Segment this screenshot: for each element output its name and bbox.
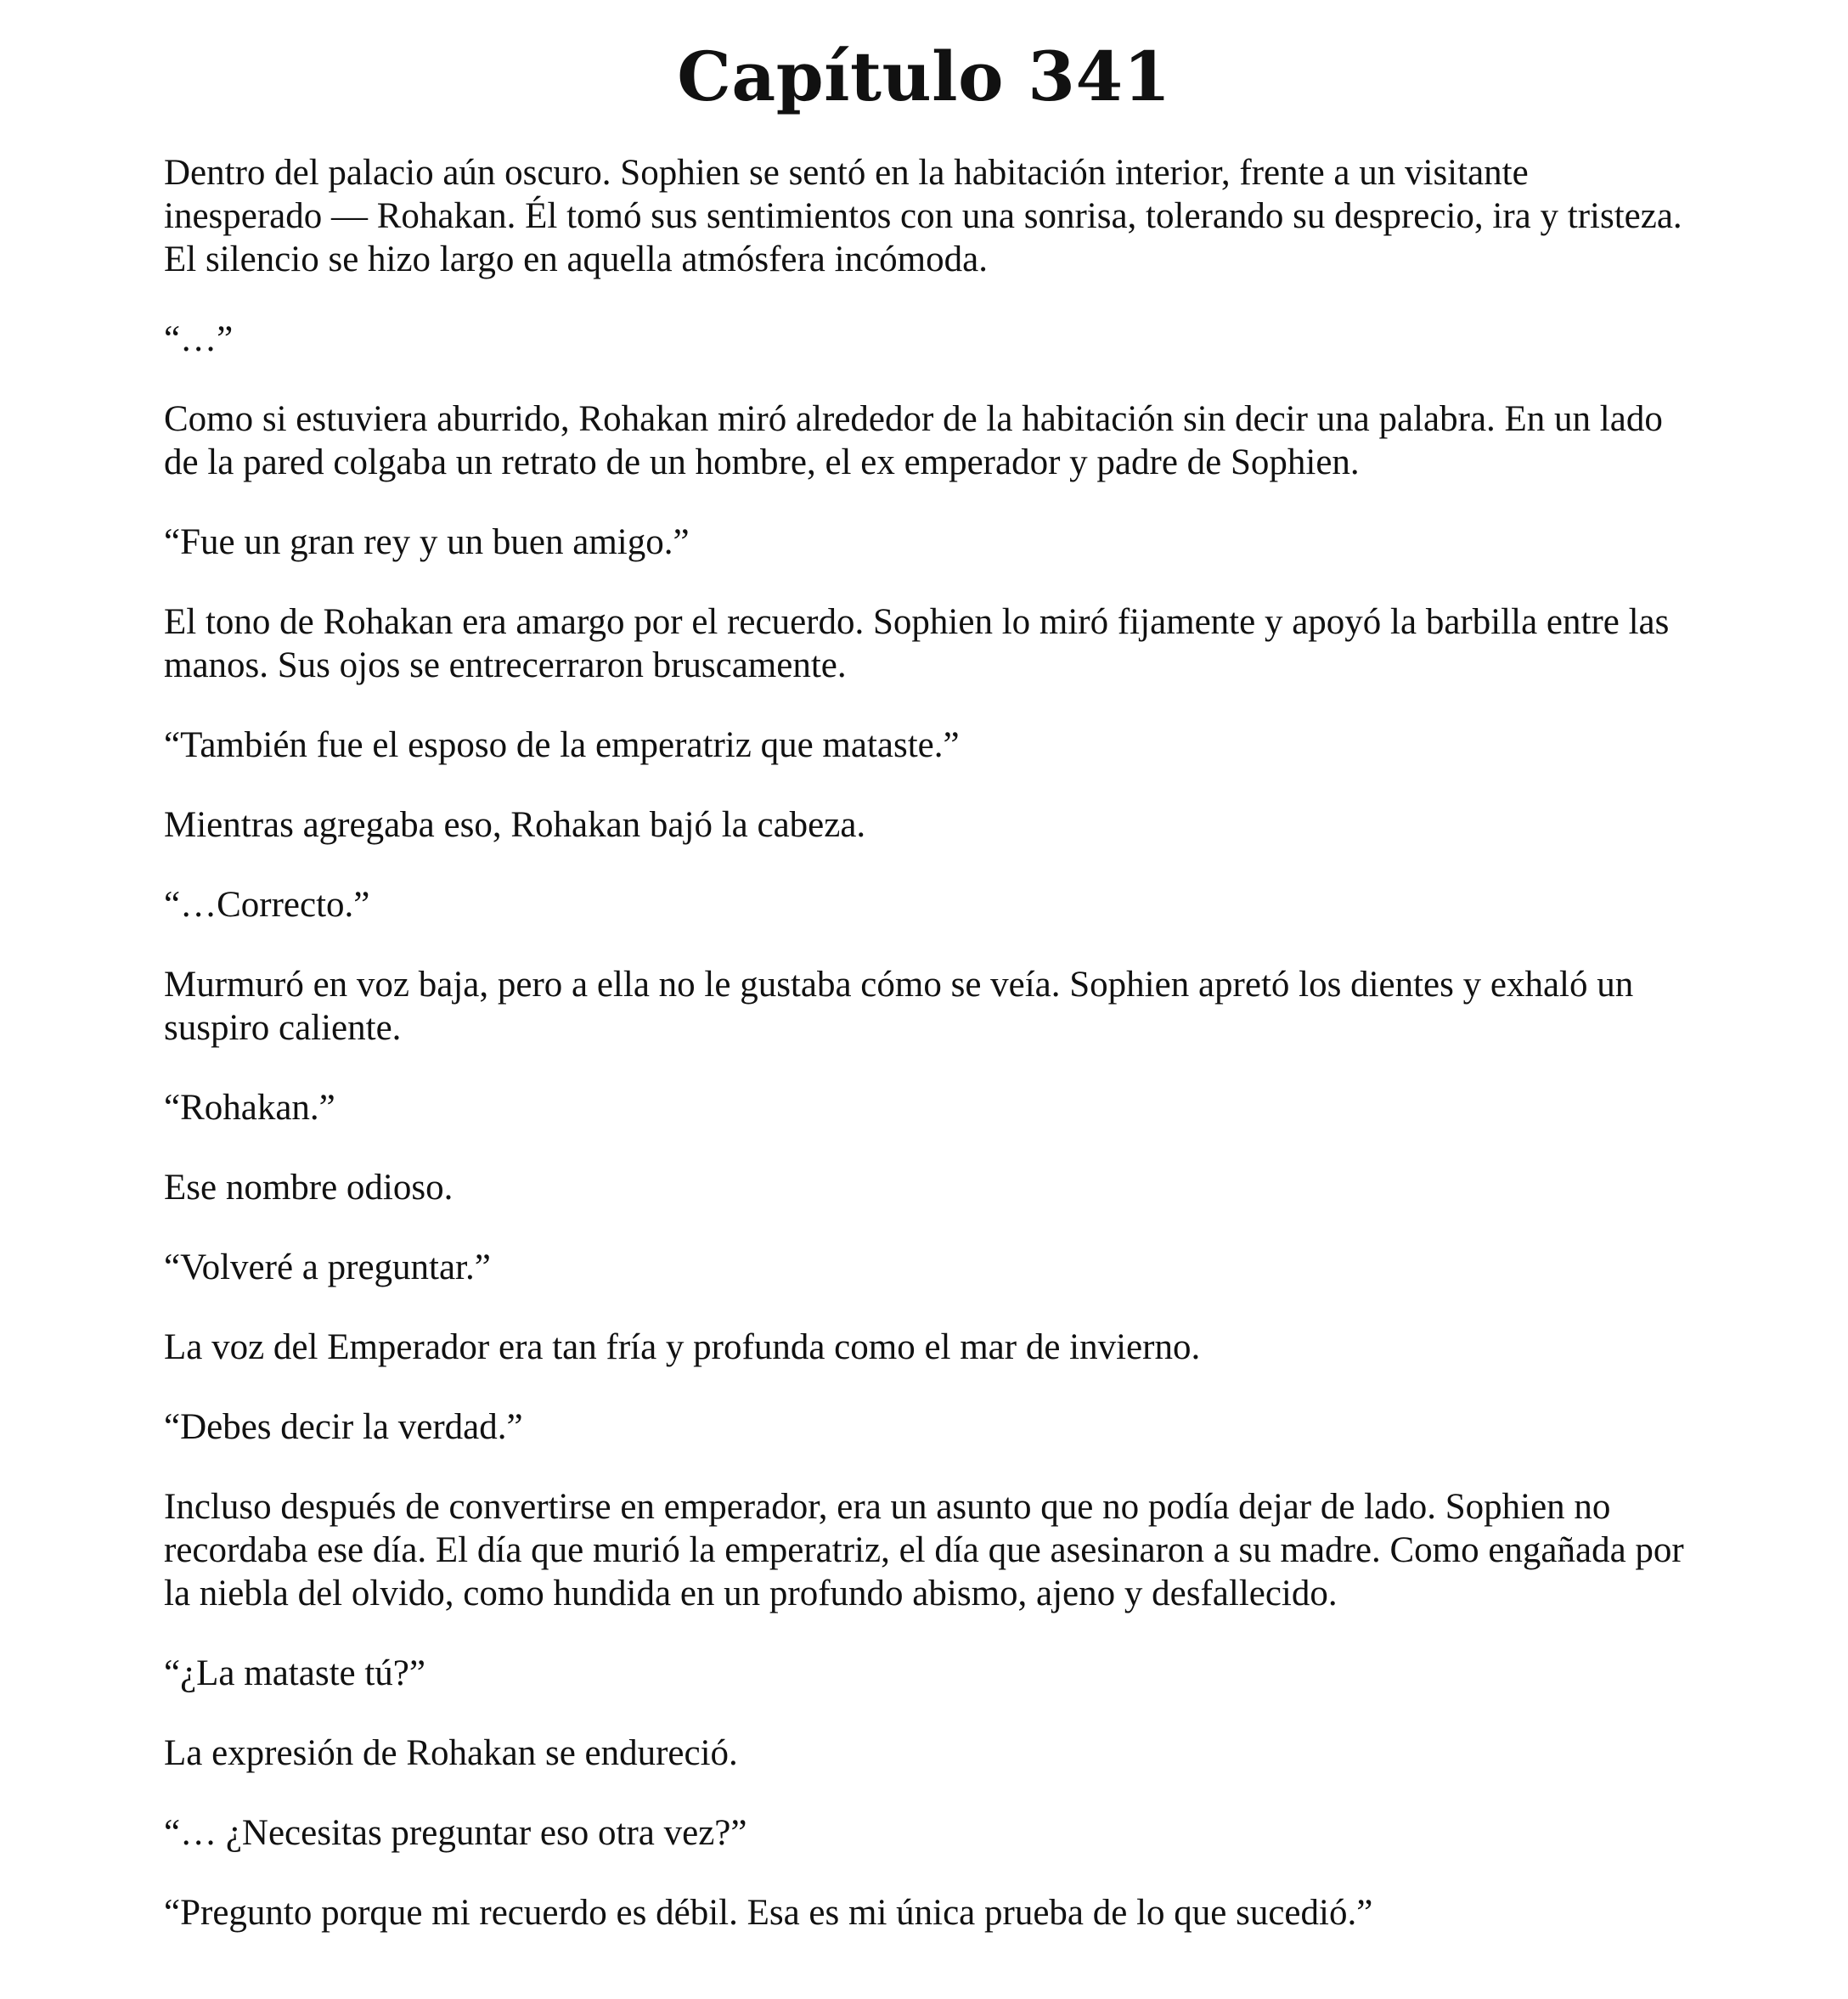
paragraph: La expresión de Rohakan se endureció. <box>164 1733 738 1773</box>
paragraph: Incluso después de convertirse en emperador, era un asunto que no podía dejar de lado. Sophien no recordaba ese día. El día que murió la emperatriz, el día que asesinaron a su madre. Como engañada por la niebla del olvido, como hundida en un profundo abismo, ajeno y desfallecido. <box>164 1487 1684 1613</box>
paragraph: “También fue el esposo de la emperatriz que mataste.” <box>164 725 960 765</box>
paragraph: Dentro del palacio aún oscuro. Sophien se sentó en la habitación interior, frente a un visitante inesperado — Rohakan. Él tomó sus sentimientos con una sonrisa, tolerando su desprecio, ira y tristeza. El silencio se hizo largo en aquella atmósfera incómoda. <box>164 153 1682 279</box>
paragraph: La voz del Emperador era tan fría y profunda como el mar de invierno. <box>164 1327 1201 1367</box>
paragraph: “…Correcto.” <box>164 885 370 925</box>
chapter-title: Capítulo 341 <box>677 37 1171 116</box>
paragraph: “Fue un gran rey y un buen amigo.” <box>164 522 690 562</box>
paragraph: Ese nombre odioso. <box>164 1168 454 1208</box>
paragraph: “… ¿Necesitas preguntar eso otra vez?” <box>164 1813 747 1853</box>
paragraph: “Debes decir la verdad.” <box>164 1407 523 1447</box>
chapter-body <box>164 151 1684 1934</box>
paragraph: Mientras agregaba eso, Rohakan bajó la cabeza. <box>164 805 866 845</box>
paragraph: “…” <box>164 319 234 359</box>
paragraph: “¿La mataste tú?” <box>164 1653 425 1693</box>
paragraph: “Pregunto porque mi recuerdo es débil. Esa es mi única prueba de lo que sucedió.” <box>164 1893 1373 1933</box>
paragraph: El tono de Rohakan era amargo por el recuerdo. Sophien lo miró fijamente y apoyó la barbilla entre las manos. Sus ojos se entrecerraron bruscamente. <box>164 602 1670 685</box>
paragraph: “Rohakan.” <box>164 1088 335 1128</box>
document-page <box>164 0 1684 1971</box>
paragraph: Murmuró en voz baja, pero a ella no le gustaba cómo se veía. Sophien apretó los dientes y exhaló un suspiro caliente. <box>164 965 1634 1048</box>
paragraph: Como si estuviera aburrido, Rohakan miró alrededor de la habitación sin decir una palabra. En un lado de la pared colgaba un retrato de un hombre, el ex emperador y padre de Sophien. <box>164 399 1663 482</box>
paragraph: “Volveré a preguntar.” <box>164 1247 491 1287</box>
